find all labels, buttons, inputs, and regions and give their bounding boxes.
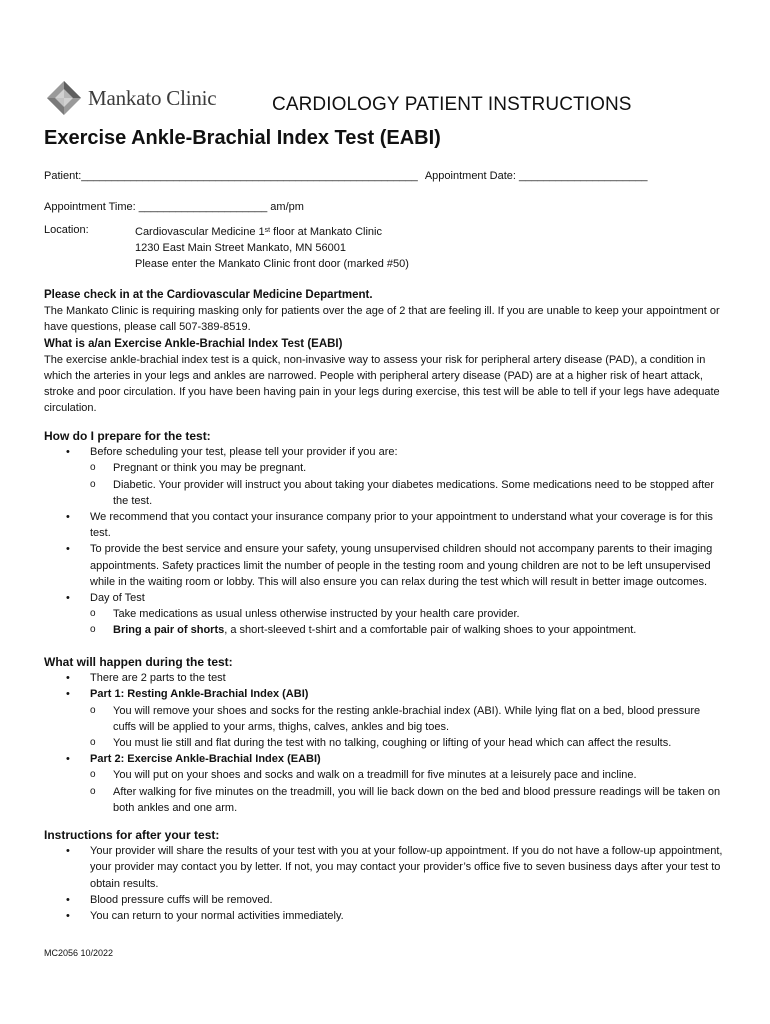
list-item: • Before scheduling your test, please tell your provider if you are: o Pregnant or think you may be pregnant. o Diabetic. Your provider will instruct you about taking your diabetes medications. Some medications need to be stopped after the test. bbox=[44, 444, 724, 509]
list-item: o Take medications as usual unless otherwise instructed by your health care provider. bbox=[90, 606, 724, 622]
during-section bbox=[44, 654, 724, 816]
location-label: Location: bbox=[44, 224, 89, 236]
what-is-text: The exercise ankle-brachial index test is a quick, non-invasive way to assess your risk for peripheral artery disease (PAD), a condition in which the arteries in your legs and ankles are narrowed. People with peripheral artery disease (PAD) are at a higher risk of heart attack, stroke and poor circulation. If you have been having pain in your legs during exercise, this test will be able to tell if your legs have adequate circulation. bbox=[44, 353, 720, 415]
after-heading: Instructions for after your test: bbox=[44, 828, 220, 842]
list-item: o After walking for five minutes on the treadmill, you will lie back down on the bed and blood pressure readings will be taken on both ankles and one arm. bbox=[90, 784, 724, 816]
location-line-1: Cardiovascular Medicine 1st floor at Mankato Clinic bbox=[135, 226, 382, 238]
document-type: CARDIOLOGY PATIENT INSTRUCTIONS bbox=[272, 94, 632, 115]
checkin-text: The Mankato Clinic is requiring masking only for patients over the age of 2 that are feeling ill. If you are unable to keep your appointment or have questions, please call 507-389-8519. bbox=[44, 305, 720, 334]
list-item: • Part 2: Exercise Ankle-Brachial Index (EABI) o You will put on your shoes and socks and walk on a treadmill for five minutes at a leisurely pace and incline. o After walking for five minutes on the treadmill, you will lie back down on the bed and blood pressure readings will be taken on both ankles and one arm. bbox=[44, 751, 724, 816]
checkin-heading: Please check in at the Cardiovascular Medicine Department. bbox=[44, 289, 373, 301]
location-address bbox=[135, 224, 409, 272]
list-item: • To provide the best service and ensure your safety, young unsupervised children should not accompany parents to their imaging appointments. Safety practices limit the number of people in the testing room and young children are not to be left unsupervised while in the waiting room or lobby. This will also ensure you can relax during the test which will result in better image outcomes. bbox=[44, 541, 724, 590]
footer-code: MC2056 10/2022 bbox=[44, 948, 114, 958]
page-title: Exercise Ankle-Brachial Index Test (EABI) bbox=[44, 127, 441, 149]
location-line-2: 1230 East Main Street Mankato, MN 56001 bbox=[135, 242, 346, 254]
patient-row bbox=[44, 170, 647, 182]
list-item: o You must lie still and flat during the test with no talking, coughing or lifting of your head which can affect the results. bbox=[90, 735, 724, 751]
list-item: • We recommend that you contact your insurance company prior to your appointment to understand what your coverage is for this test. bbox=[44, 509, 724, 541]
checkin-section bbox=[44, 287, 724, 417]
list-item: o Pregnant or think you may be pregnant. bbox=[90, 460, 724, 476]
location-line-3: Please enter the Mankato Clinic front door (marked #50) bbox=[135, 258, 409, 270]
prepare-section bbox=[44, 428, 724, 639]
diamond-logo-icon bbox=[46, 80, 82, 116]
list-item: o Bring a pair of shorts, a short-sleeved t-shirt and a comfortable pair of walking shoes to your appointment. bbox=[90, 622, 724, 638]
list-item: • Day of Test o Take medications as usual unless otherwise instructed by your health care provider. o Bring a pair of shorts, a short-sleeved t-shirt and a comfortable pair of walking shoes to your appointment. bbox=[44, 590, 724, 639]
list-item: • Part 1: Resting Ankle-Brachial Index (ABI) o You will remove your shoes and socks for the resting ankle-brachial index (ABI). While lying flat on a bed, blood pressure cuffs will be applied to your arms, thighs, calves, ankles and big toes. o You must lie still and flat during the test with no talking, coughing or lifting of your head which can affect the results. bbox=[44, 686, 724, 751]
list-item: o You will put on your shoes and socks and walk on a treadmill for five minutes at a leisurely pace and incline. bbox=[90, 767, 724, 783]
logo-text: Mankato Clinic bbox=[88, 85, 217, 110]
list-item: o You will remove your shoes and socks for the resting ankle-brachial index (ABI). While lying flat on a bed, blood pressure cuffs will be applied to your arms, thighs, calves, ankles and big toes. bbox=[90, 703, 724, 735]
appointment-time-field[interactable]: Appointment Time: _____________________ am/pm bbox=[44, 201, 304, 213]
clinic-logo bbox=[46, 80, 216, 116]
list-item: o Diabetic. Your provider will instruct you about taking your diabetes medications. Some medications need to be stopped after the test. bbox=[90, 477, 724, 509]
prepare-heading: How do I prepare for the test: bbox=[44, 429, 211, 443]
list-item: • You can return to your normal activities immediately. bbox=[44, 908, 724, 924]
list-item: • Your provider will share the results of your test with you at your follow-up appointment. If you do not have a follow-up appointment, your provider may contact you by letter. If not, you may contact your provider’s office five to seven business days after your test to obtain results. bbox=[44, 843, 724, 892]
after-section bbox=[44, 827, 724, 924]
list-item: • There are 2 parts to the test bbox=[44, 670, 724, 686]
what-is-heading: What is a/an Exercise Ankle-Brachial Index Test (EABI) bbox=[44, 337, 343, 350]
during-heading: What will happen during the test: bbox=[44, 655, 233, 669]
appointment-date-field[interactable]: Appointment Date: _____________________ bbox=[424, 170, 648, 182]
list-item: • Blood pressure cuffs will be removed. bbox=[44, 892, 724, 908]
patient-field[interactable]: Patient:_______________________________________________________ bbox=[44, 170, 418, 182]
